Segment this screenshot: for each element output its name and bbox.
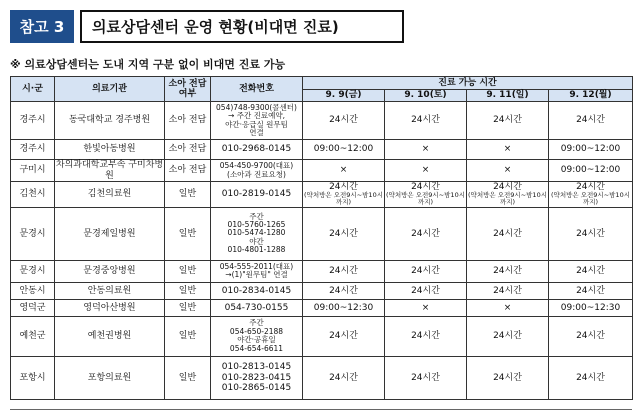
cell-hospital: 한빛아동병원 (55, 140, 165, 160)
header-date: 9. 9(금) (303, 90, 385, 102)
cell-hours: 09:00~12:30 (549, 299, 633, 316)
cell-hospital: 포항의료원 (55, 356, 165, 399)
cell-hours: 24시간 (385, 282, 467, 299)
section-title: 의료상담센터 운영 현황(비대면 진료) (80, 10, 404, 43)
phone-line: 054-654-6611 (229, 343, 284, 353)
header-date: 9. 11(일) (467, 90, 549, 102)
hours-note: (약처방은 오전9시~밤10시까지) (386, 191, 465, 207)
phone-line: (소아과 진료요청) (227, 169, 286, 179)
phone-line: 010-2834-0145 (221, 285, 292, 296)
header-date: 9. 12(월) (549, 90, 633, 102)
cell-pediatric: 일반 (165, 260, 211, 282)
cell-hours: 24시간 (303, 260, 385, 282)
cell-pediatric: 일반 (165, 282, 211, 299)
table-row (11, 140, 633, 160)
cell-phone (211, 160, 303, 182)
cell-hours: 24시간 (303, 316, 385, 356)
cell-hospital: 문경중앙병원 (55, 260, 165, 282)
cell-phone (211, 207, 303, 260)
cell-hours: 24시간 (549, 102, 633, 140)
cell-region: 구미시 (11, 160, 55, 182)
phone-line: →(1)"원무팀" 연결 (225, 270, 288, 280)
cell-region: 문경시 (11, 260, 55, 282)
bottom-rule (10, 409, 632, 410)
phone-line: 010-2819-0145 (221, 189, 292, 200)
cell-hours: 24시간 (467, 102, 549, 140)
cell-hours: 24시간 (약처방은 오전9시~밤10시까지) (468, 182, 547, 207)
cell-hours: 24시간 (303, 282, 385, 299)
cell-hours: 24시간 (385, 260, 467, 282)
cell-hours: 24시간 (385, 102, 467, 140)
cell-hours: 09:00~12:00 (549, 140, 633, 160)
cell-hours: 24시간 (약처방은 오전9시~밤10시까지) (304, 182, 383, 207)
table-row (11, 299, 633, 316)
cell-region: 포항시 (11, 356, 55, 399)
cell-pediatric: 일반 (165, 299, 211, 316)
cell-hours: 24시간 (385, 207, 467, 260)
cell-hospital: 예천권병원 (55, 316, 165, 356)
cell-pediatric: 일반 (165, 316, 211, 356)
cell-hours: 24시간 (약처방은 오전9시~밤10시까지) (549, 182, 633, 208)
cell-hospital: 김천의료원 (55, 182, 165, 208)
table-row (11, 316, 633, 356)
cell-hours: × (385, 299, 467, 316)
cell-hours: 24시간 (549, 316, 633, 356)
phone-line: 010-2968-0145 (221, 144, 292, 155)
cell-hours: × (467, 299, 549, 316)
cell-region: 영덕군 (11, 299, 55, 316)
table-row (11, 282, 633, 299)
cell-hours: 24시간 (549, 207, 633, 260)
cell-region: 예천군 (11, 316, 55, 356)
phone-line: 010-4801-1288 (227, 245, 286, 255)
hours-note: (약처방은 오전9시~밤10시까지) (551, 191, 630, 207)
hours-note: (약처방은 오전9시~밤10시까지) (304, 191, 383, 207)
cell-pediatric: 소아 전담 (165, 160, 211, 182)
table-row (11, 356, 633, 399)
note-text: ※ 의료상담센터는 도내 지역 구분 없이 비대면 진료 가능 (10, 58, 286, 71)
cell-pediatric: 일반 (165, 356, 211, 399)
header-hospital: 의료기관 (55, 77, 165, 102)
cell-phone (211, 356, 303, 399)
cell-hospital: 동국대학교 경주병원 (55, 102, 165, 140)
cell-region: 김천시 (11, 182, 55, 208)
phone-line: 054-450-9700(대표) (219, 161, 294, 171)
phone-line: 010-2813-0145 (221, 362, 292, 373)
phone-line: 010-5760-1265 (227, 220, 286, 230)
cell-hours: 24시간 (549, 356, 633, 399)
table-row (11, 102, 633, 140)
phone-line: 010-5474-1280 (227, 228, 286, 238)
cell-hours: 24시간 (303, 207, 385, 260)
phone-line: 주간 (249, 318, 264, 328)
phone-line: 010-2823-0415 (221, 372, 292, 383)
cell-phone (211, 260, 303, 282)
cell-hours: 24시간 (385, 356, 467, 399)
cell-hours: × (385, 160, 467, 182)
cell-phone (211, 316, 303, 356)
header-region: 시·군 (11, 77, 55, 102)
cell-region: 경주시 (11, 140, 55, 160)
cell-phone (211, 299, 303, 316)
cell-pediatric: 일반 (165, 182, 211, 208)
cell-phone (211, 140, 303, 160)
cell-hours: 24시간 (약처방은 오전9시~밤10시까지) (386, 182, 465, 207)
cell-region: 안동시 (11, 282, 55, 299)
section-badge: 참고 3 (10, 10, 74, 43)
cell-hours: 24시간 (467, 207, 549, 260)
header-date: 9. 10(토) (385, 90, 467, 102)
cell-hours: 09:00~12:00 (303, 140, 385, 160)
phone-line: 연결 (249, 127, 264, 137)
cell-hours: 24시간 (467, 356, 549, 399)
cell-pediatric: 일반 (165, 207, 211, 260)
cell-hospital: 안동의료원 (55, 282, 165, 299)
cell-hours: 24시간 (549, 282, 633, 299)
cell-hours: 24시간 (467, 316, 549, 356)
cell-hospital: 영덕아산병원 (55, 299, 165, 316)
cell-hours: × (303, 160, 385, 182)
header-hours-group: 진료 가능 시간 (303, 77, 633, 90)
phone-line: 야간 (249, 236, 264, 246)
cell-hours: 24시간 (303, 102, 385, 140)
phone-line: → 주간 진료예약, (228, 111, 285, 121)
cell-hours: 09:00~12:30 (303, 299, 385, 316)
phone-line: 야간·응급실 원무팀 (225, 119, 288, 129)
phone-line: 야간·공휴일 (237, 335, 276, 345)
cell-hours: 24시간 (303, 356, 385, 399)
cell-hours: 09:00~12:00 (549, 160, 633, 182)
phone-line: 054)748-9300(콜센터) (216, 102, 297, 112)
cell-hours: 24시간 (467, 282, 549, 299)
table-row (11, 182, 633, 208)
table-row (11, 160, 633, 182)
cell-region: 경주시 (11, 102, 55, 140)
cell-hospital: 차의과대학교부속 구미차병원 (55, 160, 164, 181)
cell-hours: × (467, 160, 549, 182)
phone-line: 주간 (249, 211, 264, 221)
cell-region: 문경시 (11, 207, 55, 260)
phone-line: 054-650-2188 (229, 326, 284, 336)
phone-line: 010-2865-0145 (221, 382, 292, 393)
cell-hours: 24시간 (467, 260, 549, 282)
cell-hours: × (467, 140, 549, 160)
cell-phone (211, 102, 303, 140)
phone-line: 054-555-2011(대표) (219, 261, 294, 271)
section-header (10, 10, 404, 43)
cell-hours: 24시간 (549, 260, 633, 282)
header-phone: 전화번호 (211, 77, 303, 102)
table-row (11, 207, 633, 260)
cell-pediatric: 소아 전담 (165, 102, 211, 140)
phone-line: 054-730-0155 (224, 302, 289, 313)
cell-pediatric: 소아 전담 (165, 140, 211, 160)
cell-hospital: 문경제일병원 (55, 207, 165, 260)
cell-phone (211, 182, 303, 208)
table-row (11, 260, 633, 282)
cell-hours: × (385, 140, 467, 160)
header-pediatric: 소아 전담 여부 (165, 77, 211, 102)
hours-note: (약처방은 오전9시~밤10시까지) (468, 191, 547, 207)
cell-hours: 24시간 (385, 316, 467, 356)
cell-phone (211, 282, 303, 299)
hospital-table (10, 76, 633, 400)
